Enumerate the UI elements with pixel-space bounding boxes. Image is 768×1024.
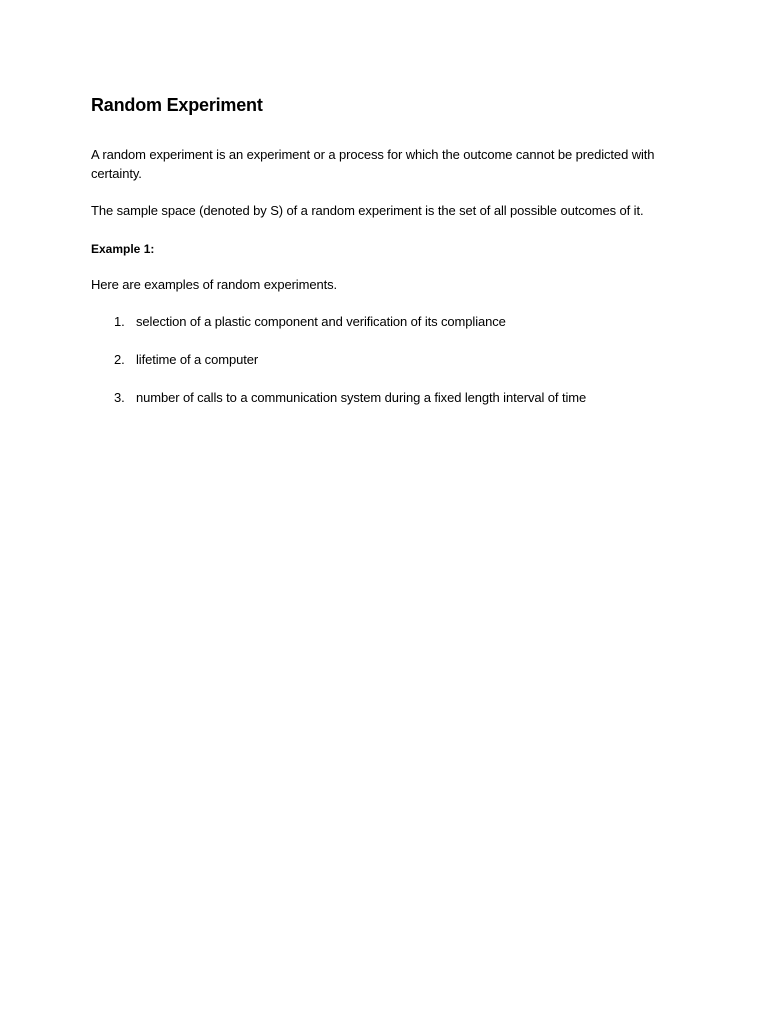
list-item-text: lifetime of a computer [136,352,259,367]
list-item-number: 1. [114,314,125,329]
document-page [91,94,691,427]
page-title: Random Experiment [91,95,263,115]
list-item-text: selection of a plastic component and verification of its compliance [136,314,506,329]
list-item-number: 3. [114,390,125,405]
examples-list [91,313,691,407]
list-item [91,389,691,407]
sample-space-paragraph: The sample space (denoted by S) of a random experiment is the set of all possible outcomes of it. [91,203,644,218]
list-item [91,351,691,369]
example-heading: Example 1: [91,241,155,256]
list-item [91,313,691,331]
list-item-text: number of calls to a communication system during a fixed length interval of time [136,390,587,405]
definition-paragraph: A random experiment is an experiment or a process for which the outcome cannot be predicted with certainty. [91,147,655,181]
example-intro: Here are examples of random experiments. [91,276,338,292]
list-item-number: 2. [114,352,125,367]
